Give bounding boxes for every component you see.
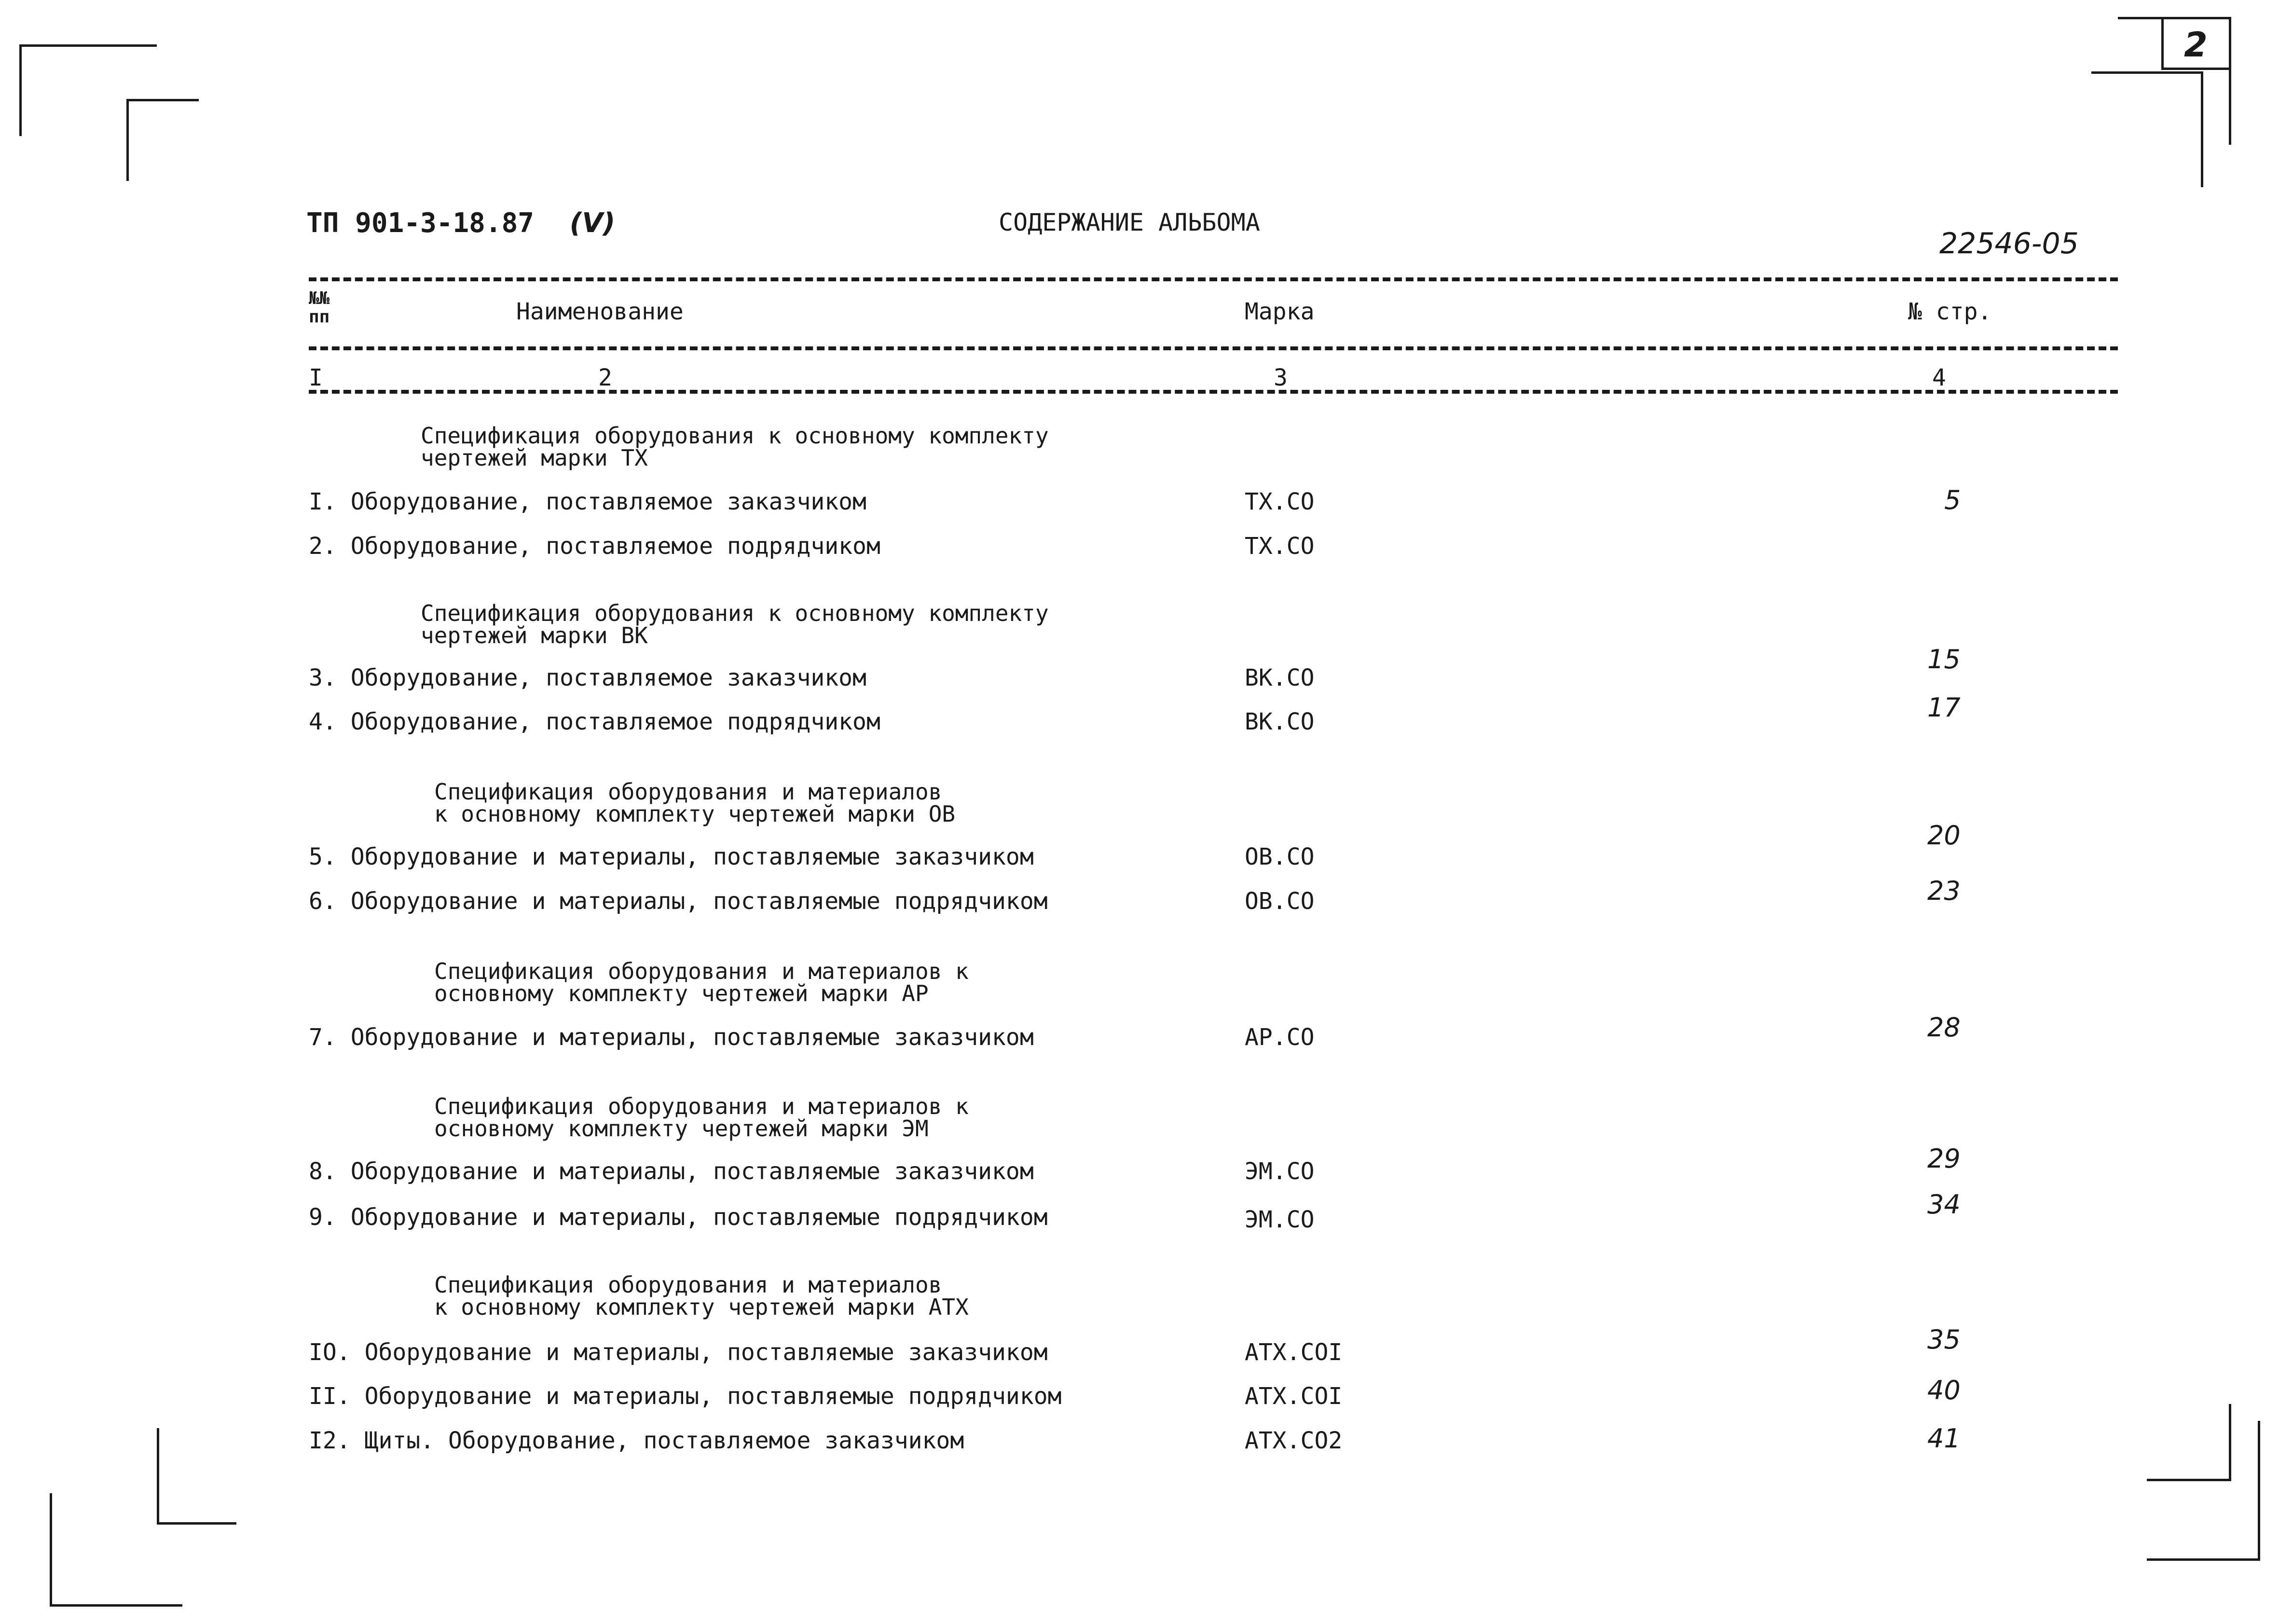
list-item-page: 20 (1927, 820, 1961, 851)
section-heading-ov (434, 781, 955, 825)
crop-mark-bottom-right-h2 (2147, 1558, 2260, 1561)
list-item-label: IO. Оборудование и материалы, поставляемые заказчиком (309, 1339, 1048, 1366)
section-heading-line: Спецификация оборудования к основному комплекту (421, 600, 1049, 626)
crop-mark-top-left-v1 (19, 44, 22, 136)
list-item-page: 15 (1927, 644, 1961, 674)
list-item-page: 41 (1927, 1423, 1961, 1454)
list-item-page: 34 (1927, 1189, 1961, 1220)
table-rule-middle (309, 346, 2118, 350)
list-item-mark: ВК.СО (1245, 664, 1315, 691)
list-item-label: 9. Оборудование и материалы, поставляемые подрядчиком (309, 1204, 1048, 1231)
sheet-number: 2 (2184, 25, 2208, 65)
sheet-number-box (2161, 18, 2229, 70)
list-item-page: 29 (1927, 1143, 1961, 1174)
col-header-page: № стр. (1908, 298, 1992, 325)
section-heading-em (434, 1095, 969, 1140)
col-header-mark: Марка (1245, 298, 1315, 325)
col-header-name: Наименование (516, 298, 684, 325)
doc-code (306, 207, 615, 239)
col-number-4: 4 (1932, 364, 1946, 391)
table-rule-bottom (309, 390, 2118, 394)
crop-mark-top-right-h2 (2091, 71, 2203, 74)
doc-code-mark: (V) (569, 207, 616, 239)
list-item-label: 8. Оборудование и материалы, поставляемые заказчиком (309, 1158, 1034, 1185)
list-item-page: 28 (1927, 1012, 1961, 1043)
crop-mark-bottom-left-v2 (50, 1493, 52, 1607)
crop-mark-top-right-v2 (2201, 71, 2203, 187)
section-heading-line: Спецификация оборудования и материалов к (434, 958, 969, 984)
crop-mark-bottom-right-v1 (2229, 1404, 2231, 1481)
section-heading-line: основному комплекту чертежей марки АР (434, 980, 929, 1006)
table-rule-top (309, 277, 2118, 281)
list-item-mark: АР.СО (1245, 1024, 1315, 1051)
list-item-label: 7. Оборудование и материалы, поставляемые заказчиком (309, 1024, 1034, 1051)
page-title: СОДЕРЖАНИЕ АЛЬБОМА (999, 208, 1260, 236)
section-heading-atx (434, 1274, 969, 1318)
list-item-label: I2. Щиты. Оборудование, поставляемое заказчиком (309, 1427, 964, 1454)
crop-mark-top-left-h1 (19, 44, 157, 47)
list-item-label: 6. Оборудование и материалы, поставляемые подрядчиком (309, 888, 1048, 915)
list-item-label: 5. Оборудование и материалы, поставляемые заказчиком (309, 843, 1034, 870)
crop-mark-bottom-left-h2 (50, 1604, 182, 1607)
section-heading-line: чертежей марки ТХ (421, 445, 648, 471)
list-item-page: 35 (1927, 1324, 1961, 1355)
list-item-mark: АТХ.СОI (1245, 1383, 1343, 1410)
col-number-2: 2 (598, 364, 612, 391)
list-item-mark: ТХ.СО (1245, 488, 1315, 515)
section-heading-line: Спецификация оборудования и материалов (434, 1272, 942, 1298)
section-heading-line: к основному комплекту чертежей марки АТХ (434, 1294, 969, 1320)
col-header-no: №№ пп (309, 289, 330, 327)
crop-mark-top-right-v1 (2229, 17, 2231, 145)
section-heading-line: Спецификация оборудования к основному комплекту (421, 423, 1049, 449)
list-item-label: 2. Оборудование, поставляемое подрядчиком (309, 533, 880, 560)
crop-mark-top-left-v2 (126, 99, 129, 181)
section-heading-line: чертежей марки ВК (421, 622, 648, 648)
crop-mark-bottom-right-v2 (2258, 1421, 2260, 1561)
list-item-mark: ОВ.СО (1245, 888, 1315, 915)
section-heading-line: Спецификация оборудования и материалов к (434, 1093, 969, 1119)
section-heading-line: к основному комплекту чертежей марки ОВ (434, 801, 956, 827)
section-heading-line: основному комплекту чертежей марки ЭМ (434, 1115, 929, 1142)
list-item-page: 5 (1944, 485, 1961, 515)
doc-code-text: ТП 901-3-18.87 (306, 207, 535, 239)
crop-mark-bottom-left-v1 (157, 1428, 159, 1525)
inventory-number: 22546-05 (1939, 227, 2079, 261)
list-item-mark: ТХ.СО (1245, 533, 1315, 560)
list-item-mark: ОВ.СО (1245, 843, 1315, 870)
section-heading-vk (421, 602, 1049, 647)
crop-mark-top-left-h2 (126, 99, 199, 101)
list-item-label: I. Оборудование, поставляемое заказчиком (309, 488, 866, 515)
list-item-label: 3. Оборудование, поставляемое заказчиком (309, 664, 866, 691)
list-item-label: II. Оборудование и материалы, поставляемые подрядчиком (309, 1383, 1062, 1410)
list-item-mark: ЭМ.СО (1245, 1206, 1315, 1233)
col-number-1: I (309, 364, 323, 391)
list-item-label: 4. Оборудование, поставляемое подрядчиком (309, 708, 880, 735)
section-heading-tx (421, 425, 1049, 469)
list-item-mark: ВК.СО (1245, 708, 1315, 735)
crop-mark-bottom-right-h1 (2147, 1479, 2231, 1481)
section-heading-line: Спецификация оборудования и материалов (434, 779, 942, 805)
list-item-mark: ЭМ.СО (1245, 1158, 1315, 1185)
col-number-3: 3 (1274, 364, 1288, 391)
list-item-page: 23 (1927, 876, 1961, 906)
section-heading-ar (434, 960, 969, 1005)
list-item-page: 17 (1927, 692, 1961, 723)
list-item-mark: АТХ.СОI (1245, 1339, 1343, 1366)
list-item-page: 40 (1927, 1375, 1961, 1405)
crop-mark-bottom-left-h1 (157, 1522, 236, 1525)
list-item-mark: АТХ.СО2 (1245, 1427, 1343, 1454)
